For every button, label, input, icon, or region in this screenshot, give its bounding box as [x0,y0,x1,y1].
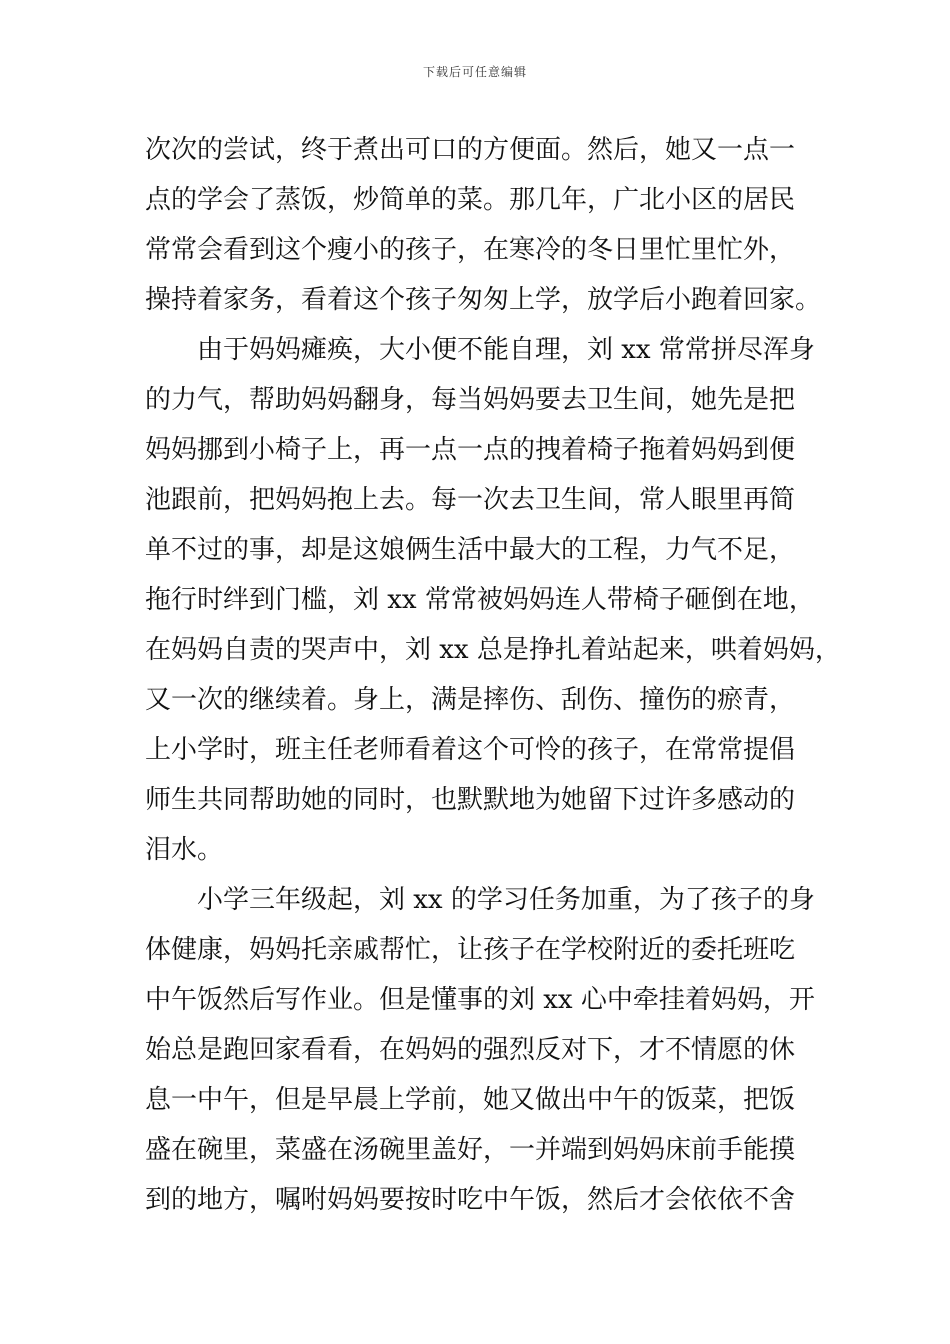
text-line: 的力气，帮助妈妈翻身，每当妈妈要去卫生间，她先是把 [145,385,796,415]
text-line: 息一中午，但是早晨上学前，她又做出中午的饭菜，把饭 [145,1085,796,1115]
text-line: 体健康，妈妈托亲戚帮忙，让孩子在学校附近的委托班吃 [145,935,796,965]
document-body [145,125,841,1225]
text-line: 常常会看到这个瘦小的孩子，在寒冷的冬日里忙里忙外， [145,235,796,265]
text-line: 池跟前，把妈妈抱上去。每一次去卫生间，常人眼里再简 [145,485,796,515]
text-line: 泪水。 [145,835,224,865]
text-line: 上小学时，班主任老师看着这个可怜的孩子，在常常提倡 [145,735,796,765]
text-line: 师生共同帮助她的同时，也默默地为她留下过许多感动的 [145,785,796,815]
text-line: 妈妈挪到小椅子上，再一点一点的拽着椅子拖着妈妈到便 [145,435,796,465]
page-header: 下载后可任意编辑 [422,65,527,79]
text-line: 始总是跑回家看看，在妈妈的强烈反对下，才不情愿的休 [145,1035,796,1065]
paragraph-first-line: 由于妈妈瘫痪，大小便不能自理，刘 xx 常常拼尽浑身 [197,335,815,365]
text-line: 操持着家务，看着这个孩子匆匆上学，放学后小跑着回家。 [145,285,822,315]
text-line: 又一次的继续着。身上，满是摔伤、刮伤、撞伤的瘀青， [145,685,796,715]
text-line: 到的地方，嘱咐妈妈要按时吃中午饭，然后才会依依不舍 [145,1185,796,1215]
text-line: 在妈妈自责的哭声中，刘 xx 总是挣扎着站起来，哄着妈妈， [145,635,841,665]
paragraph-first-line: 小学三年级起，刘 xx 的学习任务加重，为了孩子的身 [197,885,815,915]
text-line: 次次的尝试，终于煮出可口的方便面。然后，她又一点一 [145,135,796,165]
text-line: 盛在碗里，菜盛在汤碗里盖好，一并端到妈妈床前手能摸 [145,1135,796,1165]
text-line: 拖行时绊到门槛，刘 xx 常常被妈妈连人带椅子砸倒在地， [145,585,815,615]
text-line: 中午饭然后写作业。但是懂事的刘 xx 心中牵挂着妈妈，开 [145,985,815,1015]
text-line: 点的学会了蒸饭，炒简单的菜。那几年，广北小区的居民 [145,185,796,215]
text-line: 单不过的事，却是这娘俩生活中最大的工程，力气不足， [145,535,796,565]
